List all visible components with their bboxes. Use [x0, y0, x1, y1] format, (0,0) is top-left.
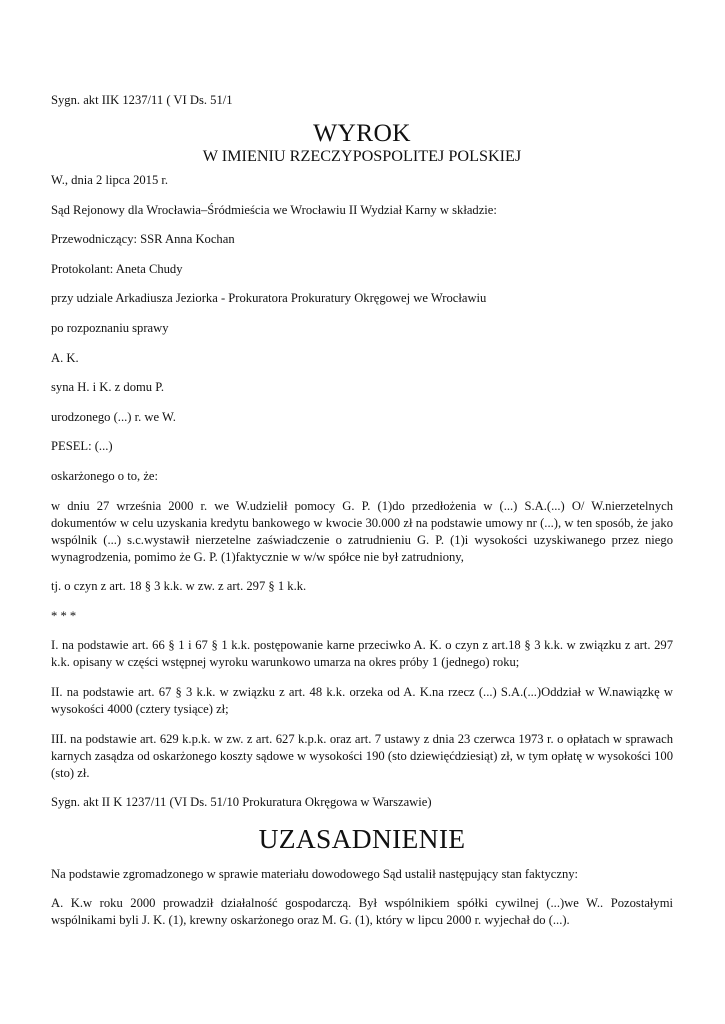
defendant-name: A. K.: [51, 350, 79, 365]
case-signature-bottom: Sygn. akt II K 1237/11 (VI Ds. 51/10 Prokuratura Okręgowa w Warszawie): [51, 795, 432, 810]
facts-paragraph-1: A. K.w roku 2000 prowadził działalność gospodarczą. Był wspólnikiem spółki cywilnej (...)we W.. Pozostałymi wspólnikami byli J. K. (1), krewny oskarżonego oraz M. G. (1), który w lipcu 2000 r. wyjechał do (...).: [51, 896, 673, 928]
section-separator: * * *: [51, 608, 77, 623]
presiding-judge: Przewodniczący: SSR Anna Kochan: [51, 232, 235, 247]
charge-description: w dniu 27 września 2000 r. we W.udzielił pomocy G. P. (1)do przedłożenia w (...) S.A.(...) O/ W.nierzetelnych dokumentów w celu uzyskania kredytu bankowego w kwocie 30.000 zł na podstawie umowy nr (...), w ten sposób, że jako wspólnik (...) s.c.wystawił nierzetelne zaświadczenie o zatrudnieniu G. P. (1)i wysokości uzyskiwanego przez niego wynagrodzenia, pomimo że G. P. (1)faktycznie w w/w spółce nie był zatrudniony,: [51, 498, 673, 564]
defendant-parents: syna H. i K. z domu P.: [51, 380, 164, 395]
justification-title: UZASADNIENIE: [258, 822, 466, 854]
ruling-point-3: III. na podstawie art. 629 k.p.k. w zw. z art. 627 k.p.k. oraz art. 7 ustawy z dnia 23 czerwca 1973 r. o opłatach w sprawach karnych zasądza od oskarżonego koszty sądowe w wysokości 190 (sto dziewięćdziesiąt) zł, w tym opłatę w wysokości 100 (sto) zł.: [51, 731, 673, 780]
prosecutor-line: przy udziale Arkadiusza Jeziorka - Prokuratora Prokuratury Okręgowej we Wrocławiu: [51, 291, 487, 306]
case-signature: Sygn. akt IIK 1237/11 ( VI Ds. 51/1: [51, 93, 233, 107]
date-line: W., dnia 2 lipca 2015 r.: [51, 173, 169, 187]
court-line: Sąd Rejonowy dla Wrocławia–Śródmieścia we Wrocławiu II Wydział Karny w składzie:: [51, 202, 497, 217]
judgment-title: WYROK: [313, 118, 411, 147]
accused-of-line: oskarżonego o to, że:: [51, 468, 159, 483]
ruling-point-2: II. na podstawie art. 67 § 3 k.k. w związku z art. 48 k.k. orzeka od A. K.na rzecz (...) S.A.(...)Oddział w W.nawiązkę w wysokości 4000 (cztery tysiące) zł;: [51, 684, 673, 716]
legal-basis: tj. o czyn z art. 18 § 3 k.k. w zw. z art. 297 § 1 k.k.: [51, 579, 307, 594]
after-review-line: po rozpoznaniu sprawy: [51, 320, 169, 335]
court-clerk: Protokolant: Aneta Chudy: [51, 261, 183, 276]
defendant-pesel: PESEL: (...): [51, 439, 113, 454]
ruling-point-1: I. na podstawie art. 66 § 1 i 67 § 1 k.k. postępowanie karne przeciwko A. K. o czyn z art.18 § 3 k.k. w związku z art. 297 k.k. opisany w części wstępnej wyroku warunkowo umarza na okres próby 1 (jednego) roku;: [51, 638, 673, 670]
judgment-subtitle: W IMIENIU RZECZYPOSPOLITEJ POLSKIEJ: [202, 147, 522, 165]
defendant-birth: urodzonego (...) r. we W.: [51, 409, 176, 424]
facts-intro: Na podstawie zgromadzonego w sprawie materiału dowodowego Sąd ustalił następujący stan faktyczny:: [51, 866, 579, 881]
